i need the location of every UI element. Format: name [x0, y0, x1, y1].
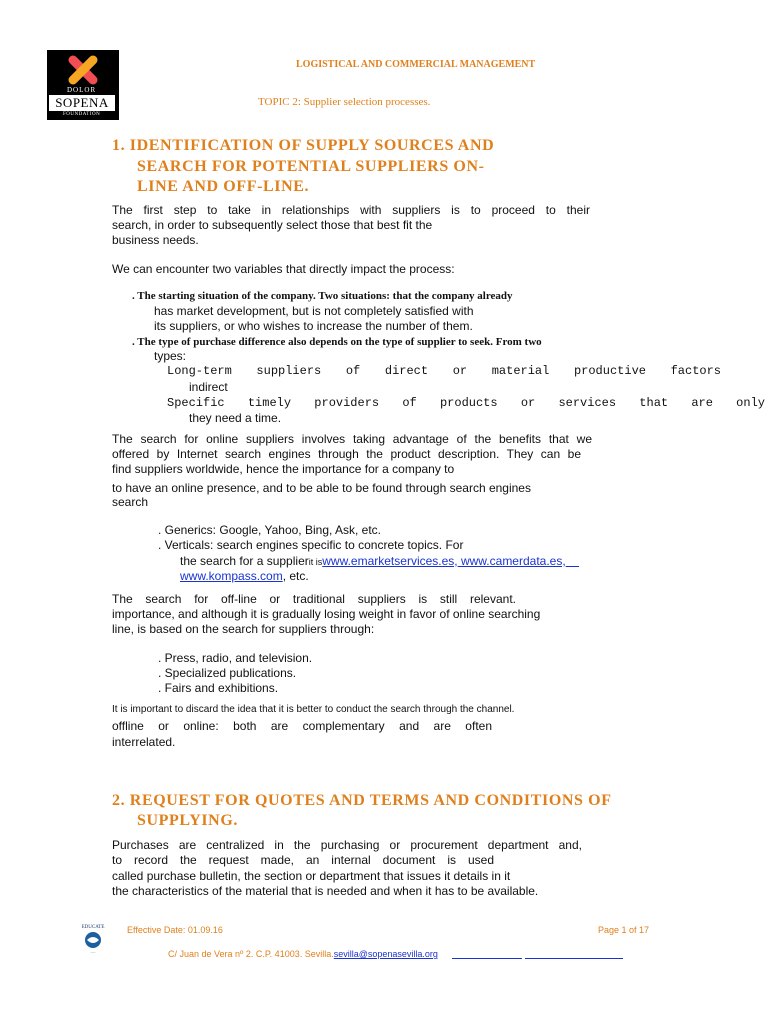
variable2-types: types:: [154, 349, 187, 363]
cross-logo-icon: [66, 53, 100, 87]
link-kompass[interactable]: www.kompass.com: [180, 569, 283, 583]
offline-item-publications: . Specialized publications.: [158, 666, 297, 680]
verticals-line3: [180, 569, 309, 583]
section2-line1: Purchases are centralized in the purchasing or procurement department and,: [112, 838, 582, 852]
important-note: It is important to discard the idea that it is better to conduct the search through the channel.: [112, 704, 515, 715]
offline-line2: importance, and although it is gradually losing weight in favor of online searching: [112, 607, 541, 621]
link-camerdata[interactable]: www.camerdata.es,: [460, 554, 566, 568]
important-line2: interrelated.: [112, 735, 176, 749]
logo-top-text: DOLOR: [67, 86, 97, 94]
svg-text:····: ····: [90, 950, 96, 955]
verticals-it-is: it is: [308, 557, 323, 567]
section2-line3: called purchase bulletin, the section or department that issues it details in it: [112, 869, 511, 883]
verticals-prefix: the search for a supplier: [180, 554, 309, 568]
variables-intro: We can encounter two variables that directly impact the process:: [112, 262, 455, 276]
offline-item-fairs: . Fairs and exhibitions.: [158, 681, 279, 695]
online-line3: find suppliers worldwide, hence the importance for a company to: [112, 462, 455, 476]
section1-heading-line3: LINE AND OFF-LINE.: [137, 178, 310, 195]
sopena-logo: [47, 50, 119, 120]
kompass-suffix: , etc.: [282, 569, 309, 583]
variable1-title: . The starting situation of the company. Two situations: that the company already: [132, 290, 513, 302]
generics-item: . Generics: Google, Yahoo, Bing, Ask, etc.: [158, 523, 382, 537]
intro-line3: business needs.: [112, 233, 199, 247]
offline-item-press: . Press, radio, and television.: [158, 651, 313, 665]
footer-email-link[interactable]: sevilla@sopenasevilla.org: [333, 949, 438, 959]
type2-cont: they need a time.: [189, 411, 282, 425]
type2-line: Specific timely providers of products or services that are only: [167, 396, 765, 410]
intro-line1: The first step to take in relationships with suppliers is to proceed to their: [112, 203, 590, 217]
online-line4: to have an online presence, and to be able to be found through search engines: [112, 481, 531, 495]
footer-logo-icon: [78, 922, 108, 958]
important-line1: offline or online: both are complementary and are often: [112, 719, 492, 733]
address-text: C/ Juan de Vera nº 2. C.P. 41003. Sevilla.: [168, 949, 334, 959]
offline-line3: line, is based on the search for suppliers through:: [112, 622, 375, 636]
page-number: Page 1 of 17: [598, 925, 650, 935]
variable2-title: . The type of purchase difference also depends on the type of supplier to seek. From two: [132, 336, 542, 348]
section1-heading-line2: SEARCH FOR POTENTIAL SUPPLIERS ON-: [137, 158, 485, 175]
verticals-item: . Verticals: search engines specific to concrete topics. For: [158, 538, 464, 552]
footer-address: [168, 949, 438, 959]
variable1-line1: has market development, but is not completely satisfied with: [154, 304, 474, 318]
footer-underline-1: [452, 958, 522, 959]
offline-line1: The search for off-line or traditional suppliers is still relevant.: [112, 592, 516, 606]
type1-line: Long-term suppliers of direct or material productive factors: [167, 364, 721, 378]
link-emarketservices[interactable]: www.emarketservices.es,: [322, 554, 458, 568]
effective-date: Effective Date: 01.09.16: [127, 925, 223, 935]
link-trailing-underline: [566, 554, 579, 568]
logo-sub: FOUNDATION: [63, 112, 101, 117]
section2-line2: to record the request made, an internal document is used: [112, 853, 494, 867]
verticals-line2: [180, 554, 579, 568]
online-line2: offered by Internet search engines through the product description. They can be: [112, 447, 581, 461]
type1-cont: indirect: [189, 380, 228, 394]
svg-text:EDUCATE: EDUCATE: [81, 925, 105, 930]
online-line5: search: [112, 495, 149, 509]
section2-heading-line2: SUPPLYING.: [137, 812, 238, 829]
document-title: LOGISTICAL AND COMMERCIAL MANAGEMENT: [296, 59, 536, 70]
variable1-line2: its suppliers, or who wishes to increase the number of them.: [154, 319, 473, 333]
section2-line4: the characteristics of the material that is needed and when it has to be available.: [112, 884, 539, 898]
logo-name: SOPENA: [49, 95, 115, 111]
intro-line2: search, in order to subsequently select those that best fit the: [112, 218, 433, 232]
section1-heading-line1: 1. IDENTIFICATION OF SUPPLY SOURCES AND: [112, 137, 495, 154]
section2-heading-line1: 2. REQUEST FOR QUOTES AND TERMS AND CONDITIONS OF: [112, 792, 612, 809]
topic-title: TOPIC 2: Supplier selection processes.: [258, 96, 431, 108]
online-line1: The search for online suppliers involves taking advantage of the benefits that we: [112, 432, 592, 446]
footer-underline-2: [525, 958, 623, 959]
